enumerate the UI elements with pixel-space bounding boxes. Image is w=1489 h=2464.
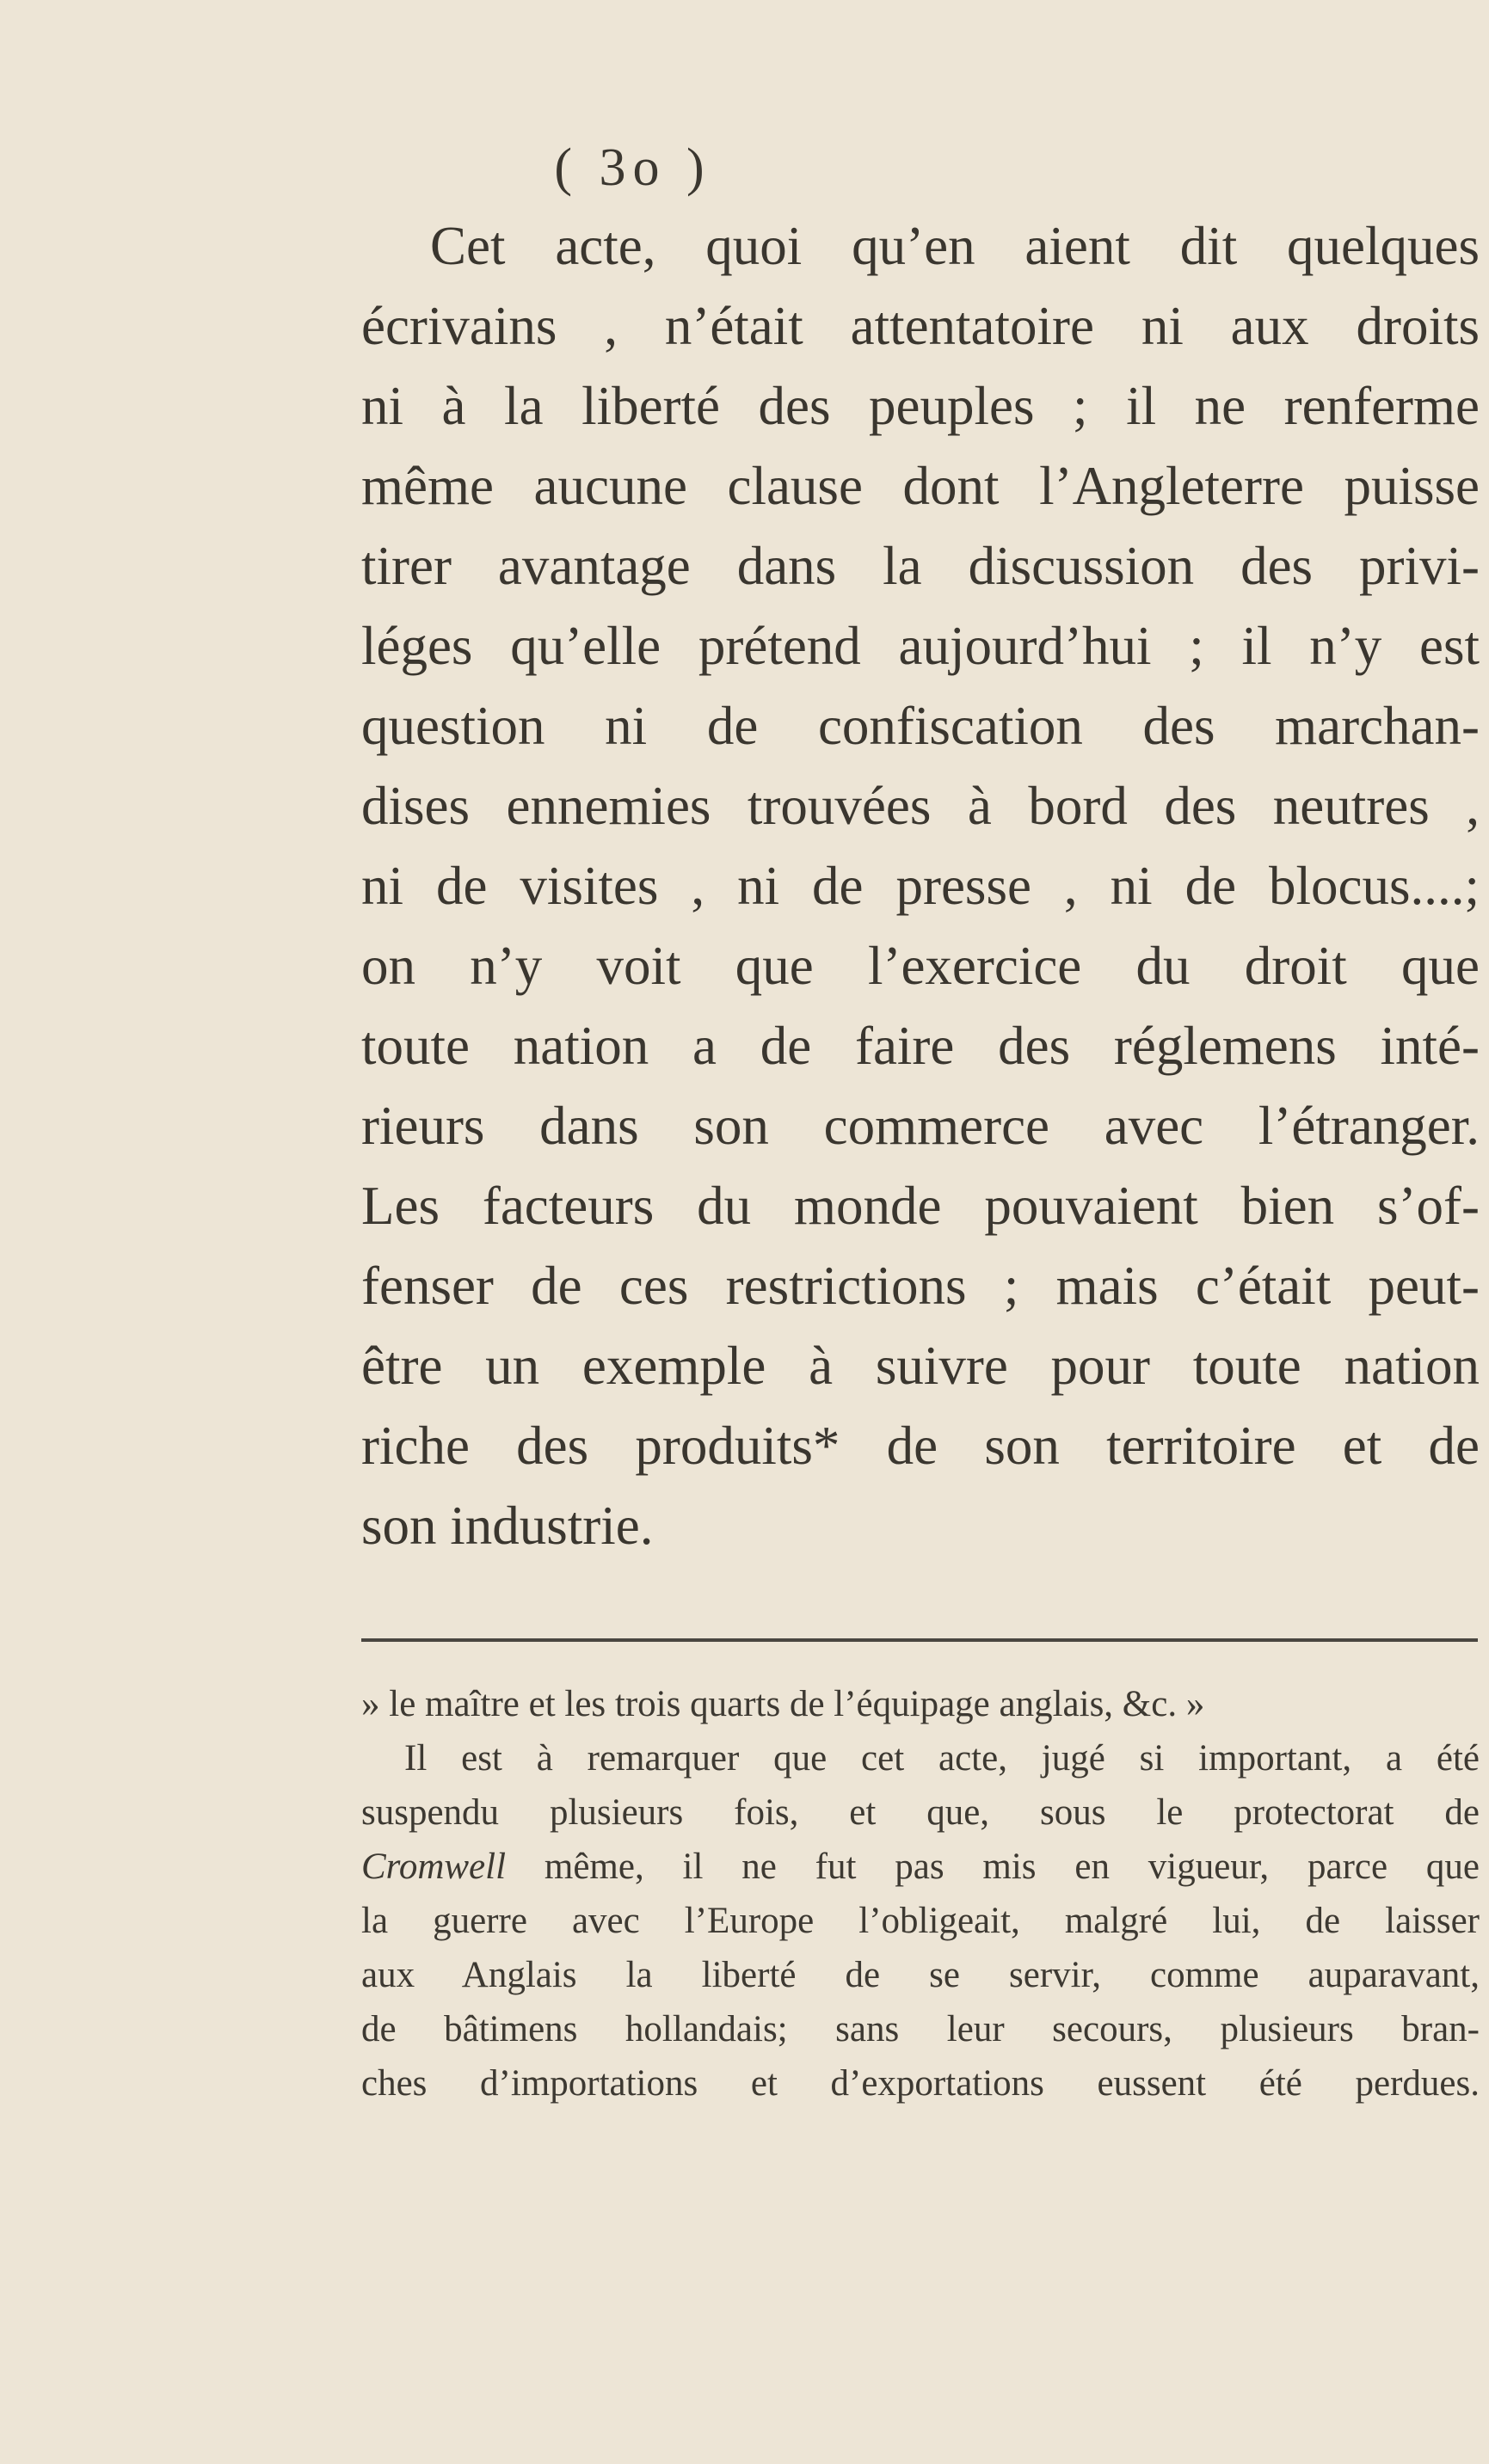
footnote xyxy=(361,1677,1480,2111)
footnote-divider xyxy=(361,1638,1478,1642)
paragraph-line: rieurs dans son commerce avec l’étranger. xyxy=(361,1096,1480,1156)
footnote-line: ches d’importations et d’exportations eussent été perdues. xyxy=(361,2063,1480,2104)
paragraph-line: Les facteurs du monde pouvaient bien s’of- xyxy=(361,1176,1480,1236)
paragraph-line: léges qu’elle prétend aujourd’hui ; il n’y est xyxy=(361,616,1480,676)
footnote-continuation: » le maître et les trois quarts de l’équipage anglais, &c. » xyxy=(361,1684,1205,1724)
paragraph-line: écrivains , n’était attentatoire ni aux droits xyxy=(361,296,1480,356)
footnote-line-rest: même, il ne fut pas mis en vigueur, parce que xyxy=(506,1846,1480,1887)
footnote-line: Il est à remarquer que cet acte, jugé si important, a été xyxy=(404,1738,1480,1779)
main-paragraph xyxy=(361,206,1480,1566)
paragraph-line: ni de visites , ni de presse , ni de blocus....; xyxy=(361,856,1480,916)
footnote-line xyxy=(361,1840,1480,1894)
paragraph-line: fenser de ces restrictions ; mais c’était peut- xyxy=(361,1256,1480,1316)
paragraph-line: on n’y voit que l’exercice du droit que xyxy=(361,936,1480,996)
paragraph-line: ni à la liberté des peuples ; il ne renferme xyxy=(361,376,1480,436)
paragraph-line: son industrie. xyxy=(361,1496,654,1556)
paragraph-line: toute nation a de faire des réglemens inté- xyxy=(361,1016,1480,1076)
paragraph-line: dises ennemies trouvées à bord des neutres , xyxy=(361,776,1480,836)
footnote-line: suspendu plusieurs fois, et que, sous le protectorat de xyxy=(361,1792,1480,1833)
footnote-italic-name: Cromwell xyxy=(361,1846,507,1887)
paragraph-line: tirer avantage dans la discussion des privi- xyxy=(361,536,1480,596)
footnote-line: aux Anglais la liberté de se servir, comme auparavant, xyxy=(361,1955,1480,1995)
paragraph-line: question ni de confiscation des marchan- xyxy=(361,696,1480,756)
paragraph-line: même aucune clause dont l’Angleterre puisse xyxy=(361,456,1480,516)
page-number: ( 3o ) xyxy=(554,138,711,197)
footnote-line: la guerre avec l’Europe l’obligeait, malgré lui, de laisser xyxy=(361,1901,1480,1941)
paragraph-line: riche des produits* de son territoire et de xyxy=(361,1416,1480,1476)
paragraph-line: être un exemple à suivre pour toute nation xyxy=(361,1336,1480,1396)
paragraph-line: Cet acte, quoi qu’en aient dit quelques xyxy=(430,216,1480,276)
footnote-line: de bâtimens hollandais; sans leur secours, plusieurs bran- xyxy=(361,2009,1480,2049)
